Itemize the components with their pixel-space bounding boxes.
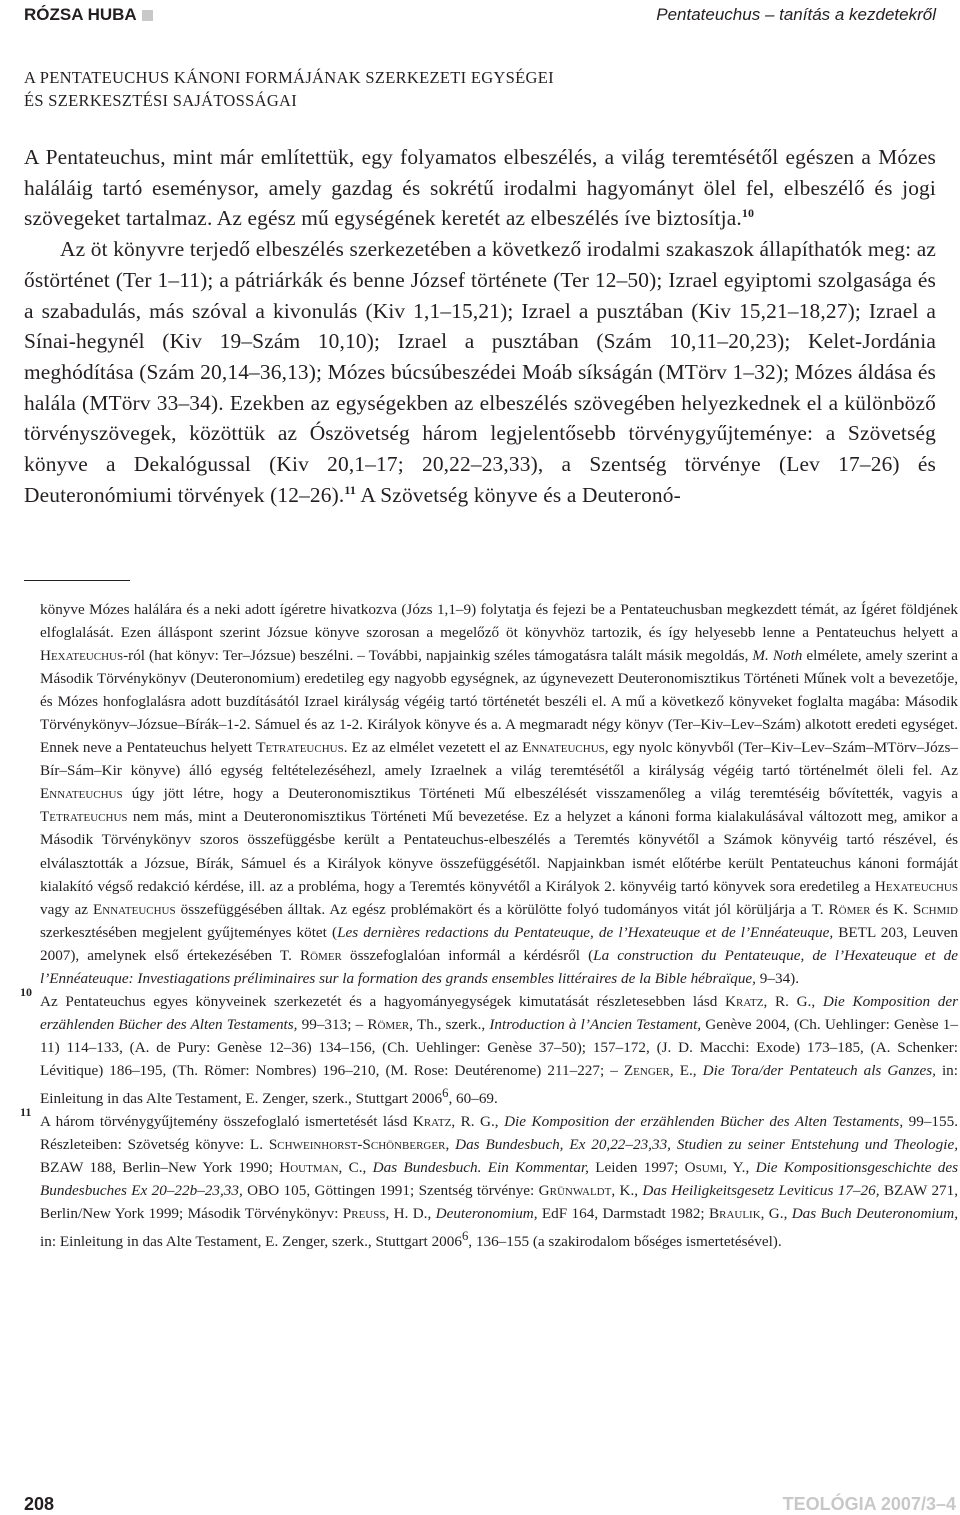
- footnote-rule: [24, 580, 130, 581]
- edition-superscript: 6: [461, 1229, 469, 1244]
- fn-smallcaps: Braulik: [708, 1205, 761, 1223]
- fn-italic: Die Kompositionsgeschichte des Bundesbuches Ex 20–22b–23,33,: [40, 1159, 958, 1200]
- section-title-line-2: ÉS SZERKESZTÉSI SAJÁTOSSÁGAI: [24, 91, 298, 110]
- fn-smallcaps: Osumi: [684, 1159, 724, 1177]
- fn-smallcaps: Preuss: [342, 1205, 386, 1223]
- fn-smallcaps: Tetrateuchus: [256, 739, 344, 757]
- fn-italic: Introduction à l’Ancien Testament,: [489, 1015, 702, 1033]
- fn-smallcaps: Kratz: [412, 1113, 452, 1131]
- paragraph-1-text: A Pentateuchus, mint már említettük, egy folyamatos elbeszélés, a világ teremtésétől egészen a Mózes haláláig tartó eseménysor, amely gazdag és sokrétű irodalmi hagyományt ölel fel, elbeszélő és jogi szövegeket tartalmaz. Az egész mű egységének keretét az elbeszélés íve biztosítja.: [24, 145, 936, 231]
- fn-text: BZAW 188, Berlin–New York 1990;: [40, 1159, 280, 1177]
- fn-text: szerkesztésében megjelent gyűjteményes kötet (: [40, 923, 338, 941]
- fn-text: BETL 203, Leuven 2007), amelynek első értekezésében T.: [40, 923, 958, 964]
- footnotes: [20, 598, 959, 1253]
- fn-text: elmélete, amely szerint a Második Törvénykönyv (Deuteronomium) eredetileg egy nagyobb egységnek, az úgynevezett Deuteronomisztikus Történeti Műnek volt a bevezetője, és Mózes honfoglalásra adott buzdításától Izrael királyság végéig tartó történetét beszéli el. A mű a következő könyveket foglalta magába: Második Törvénykönyv–Józsue–Bírák–1-2. Sámuel és az 1-2. Királyok könyve és a. A megmaradt négy könyv (Ter–Kiv–Lev–Szám) alkotott eredeti egységet. Ennek neve a Pentateuchus helyett: [40, 647, 958, 757]
- fn-text: nem más, mint a Deuteronomisztikus Történeti Mű bevezetése. Ez a helyzet a kánoni forma kialakulásával változott meg, amikor a Második Törvénykönyv szoros összefüggésbe került a Pentateuchus-elbeszélés a Teremtés könyvétől a Számok könyvéig tartó részével, és elválasztották a Józsue, Bírák, Sámuel és a Királyok könyve összefüggésétől. Napjainkban ismét előtérbe került Pentateuchus kánoni formáját kialakító végső redakció kérdése, ill. az a probléma, hogy a Teremtés könyvétől a Királyok 2. könyvéig tartó könyvek sora eredetileg a: [40, 808, 958, 895]
- paragraph-2-tail: A Szövetség könyve és a Deuteronó-: [356, 482, 681, 507]
- edition-superscript: 6: [442, 1085, 449, 1100]
- fn-smallcaps: Ennateuchus: [93, 900, 176, 918]
- paragraph-1: [24, 142, 936, 234]
- section-title-line-1: A PENTATEUCHUS KÁNONI FORMÁJÁNAK SZERKEZETI EGYSÉGEI: [24, 68, 554, 87]
- fn-text: , 136–155 (a szakirodalom bőséges ismertetésével).: [468, 1233, 782, 1251]
- footnote-ref-11[interactable]: 11: [344, 482, 357, 497]
- fn-text: , C.,: [338, 1159, 373, 1177]
- fn-italic: Das Bundesbuch. Ein Kommentar,: [372, 1159, 589, 1177]
- fn-smallcaps: Römer: [828, 900, 871, 918]
- fn-text: összefüggésében álltak. Az egész problémakört és a körülötte folyó tudományos vitát jól körüljárja a T.: [175, 900, 829, 918]
- journal-name: TEOLÓGIA 2007/3–4: [782, 1494, 956, 1514]
- fn-text: BZAW 271, Berlin/New York 1999; Második Törvénykönyv:: [40, 1182, 959, 1223]
- fn-text: , Th., szerk.,: [409, 1015, 490, 1033]
- fn-italic: Die Tora/der Pentateuch als Ganzes,: [702, 1061, 936, 1079]
- fn-text: ,: [445, 1136, 456, 1154]
- fn-text: . Ez az elmélet vezetett el az: [343, 739, 523, 757]
- fn-text: , egy nyolc könyvből (Ter–Kiv–Lev–Szám–MTörv–Józs–Bír–Sám–Kir könyve) álló egység feltételezéséhezl, amely Izraelnek a világ teremtésétől a királyság végéig tartó történelmét öleli fel. Az: [40, 739, 958, 780]
- fn-text: A három törvénygyűjtemény összefoglaló ismertetését lásd: [40, 1113, 413, 1131]
- fn-text: , G.,: [760, 1205, 792, 1223]
- fn-text: , H. D.,: [385, 1205, 436, 1223]
- fn-text: OBO 105, Göttingen 1991; Szentség törvénye:: [242, 1182, 539, 1200]
- fn-text: Leiden 1997;: [588, 1159, 685, 1177]
- fn-text: in: Einleitung in das Alte Testament, E. Zenger, szerk., Stuttgart 2006: [40, 1061, 958, 1108]
- fn-italic: Deuteronomium,: [435, 1205, 538, 1223]
- fn-text: úgy jött létre, hogy a Deuteronomisztikus Történeti Mű elbeszélését visszamenőleg a világ teremtéséig bővítették, vagyis a: [122, 785, 958, 803]
- fn-smallcaps: Hexateuchus: [874, 877, 958, 895]
- fn-text: könyve Mózes halálára és a neki adott ígéretre hivatkozva (Józs 1,1–9) folytatja és fejezi be a Pentateuchusban megkezdett témát, az Ígéret földjének elfoglalását. Ezen álláspont szerint Józsue könyve szorosan a megelőző öt könyvhöz tartozik, és így helyesebb lenne a Pentateuchus helyett a: [40, 601, 958, 642]
- fn-text: Az Pentateuchus egyes könyveinek szerkezetét és a hagyományegységek kimutatását részletesebben lásd: [40, 992, 726, 1010]
- fn-smallcaps: Kratz: [725, 992, 764, 1010]
- fn-text: , Y.,: [723, 1159, 756, 1177]
- fn-italic: Les dernières redactions du Pentateuque, de l’Hexateuque et de l’Ennéateuque,: [337, 923, 834, 941]
- fn-italic: Die Komposition der erzählenden Bücher des Alten Testaments,: [504, 1113, 904, 1131]
- fn-smallcaps: Tetrateuchus: [40, 808, 128, 826]
- paragraph-2-text: Az öt könyvre terjedő elbeszélés szerkezetében a következő irodalmi szakaszok állapíthatók meg: az őstörténet (Ter 1–11); a pátriárkák és benne József története (Ter 12–50); Izrael egyiptomi szolgasága és a szabadulás, más szóval a kivonulás (Kiv 1,1–15,21); Izrael a pusztában (Kiv 15,21–18,27); Izrael a Sínai-hegynél (Kiv 19–Szám 10,10); Izrael a pusztában (Szám 10,11–20,23); Kelet-Jordánia meghódítása (Szám 20,14–36,13); Mózes búcsúbeszédei Moáb síkságán (MTörv 1–32); Mózes áldása és halála (MTörv 33–34). Ezekben az egységekben az elbeszélés szövegében helyezkednek el a különböző törvényszövegek, közöttük az Ószövetség három legjelentősebb törvénygyűjteménye: a Szövetség könyve a Dekalógussal (Kiv 20,1–17; 20,22–23,33), a Szentség törvénye (Lev 17–26) és Deuteronómiumi törvények (12–26).: [24, 237, 936, 507]
- fn-text: , E.,: [669, 1061, 703, 1079]
- fn-smallcaps: Ennateuchus: [40, 785, 123, 803]
- fn-text: 99–155. Részleteiben: Szövetség könyve: L.: [40, 1113, 958, 1154]
- fn-text: Genève 2004, (Ch. Uehlinger: Genèse 1–11) 114–133, (A. de Pury: Genèse 12–36) 134–156, (Ch. Uehlinger: Genèse 37–50); 157–172, (J. D. Macchi: Exode) 173–185, (A. Schenker: Lévitique) 186–195, (Th. Römer: Nombres) 196–210, (M. Rose: Deutérenome) 211–227; –: [40, 1015, 958, 1079]
- fn-italic: Das Buch Deuteronomium,: [791, 1205, 958, 1223]
- fn-text: , R. G.,: [451, 1113, 505, 1131]
- running-title: Pentateuchus – tanítás a kezdetekről: [656, 5, 936, 24]
- fn-text: összefoglalóan informál a kérdésről (: [341, 946, 594, 964]
- fn-italic: M. Noth: [752, 647, 803, 665]
- footnote-11: [20, 1105, 959, 1253]
- fn-text: , R. G.,: [763, 992, 823, 1010]
- fn-smallcaps: Ennateuchus: [522, 739, 605, 757]
- separator-square-icon: [142, 10, 153, 21]
- fn-smallcaps: Römer: [299, 946, 342, 964]
- fn-smallcaps: Schweinhorst-Schönberger: [268, 1136, 446, 1154]
- page-number: 208: [24, 1494, 55, 1514]
- fn-text: , K.,: [611, 1182, 643, 1200]
- fn-text: vagy az: [40, 900, 93, 918]
- fn-italic: Die Komposition der erzählenden Bücher des Alten Testaments,: [40, 992, 959, 1033]
- fn-text: 99–313; –: [297, 1015, 368, 1033]
- fn-text: 9–34).: [755, 969, 800, 987]
- fn-italic: La construction du Pentateuque, de l’Hexateuque et de l’Ennéateuque: Investiagations préliminaires sur la formation des grands ensembles littéraires de la Bible hébraïque,: [40, 946, 959, 987]
- fn-text: és K.: [870, 900, 913, 918]
- running-head: [24, 4, 936, 28]
- fn-text: , 60–69.: [448, 1090, 498, 1108]
- fn-smallcaps: Hexateuchus: [40, 647, 124, 665]
- fn-italic: Das Heiligkeitsgesetz Leviticus 17–26,: [642, 1182, 880, 1200]
- fn-smallcaps: Römer: [367, 1015, 410, 1033]
- footnote-ref-10[interactable]: 10: [741, 206, 755, 221]
- fn-smallcaps: Grünwaldt: [538, 1182, 612, 1200]
- body-text: [24, 142, 936, 510]
- fn-text: in: Einleitung in das Alte Testament, E. Zenger, szerk., Stuttgart 2006: [40, 1233, 462, 1251]
- fn-smallcaps: Houtman: [279, 1159, 339, 1177]
- fn-smallcaps: Schmid: [912, 900, 958, 918]
- footnote-number: 11: [20, 1105, 32, 1120]
- fn-text: -ról (hat könyv: Ter–Józsue) beszélni. – További, napjainkig széles támogatásra talált másik megoldás,: [123, 647, 753, 665]
- fn-smallcaps: Zenger: [623, 1061, 670, 1079]
- fn-text: EdF 164, Darmstadt 1982;: [537, 1205, 709, 1223]
- paragraph-2: [24, 234, 936, 510]
- footnote-number: 10: [20, 984, 32, 999]
- footnote-continuation: [40, 598, 958, 990]
- author-name: RÓZSA HUBA: [24, 5, 137, 24]
- section-title: [24, 66, 904, 112]
- footnote-10: [20, 984, 959, 1110]
- fn-italic: Das Bundesbuch, Ex 20,22–23,33, Studien zu seiner Entstehung und Theologie,: [455, 1136, 958, 1154]
